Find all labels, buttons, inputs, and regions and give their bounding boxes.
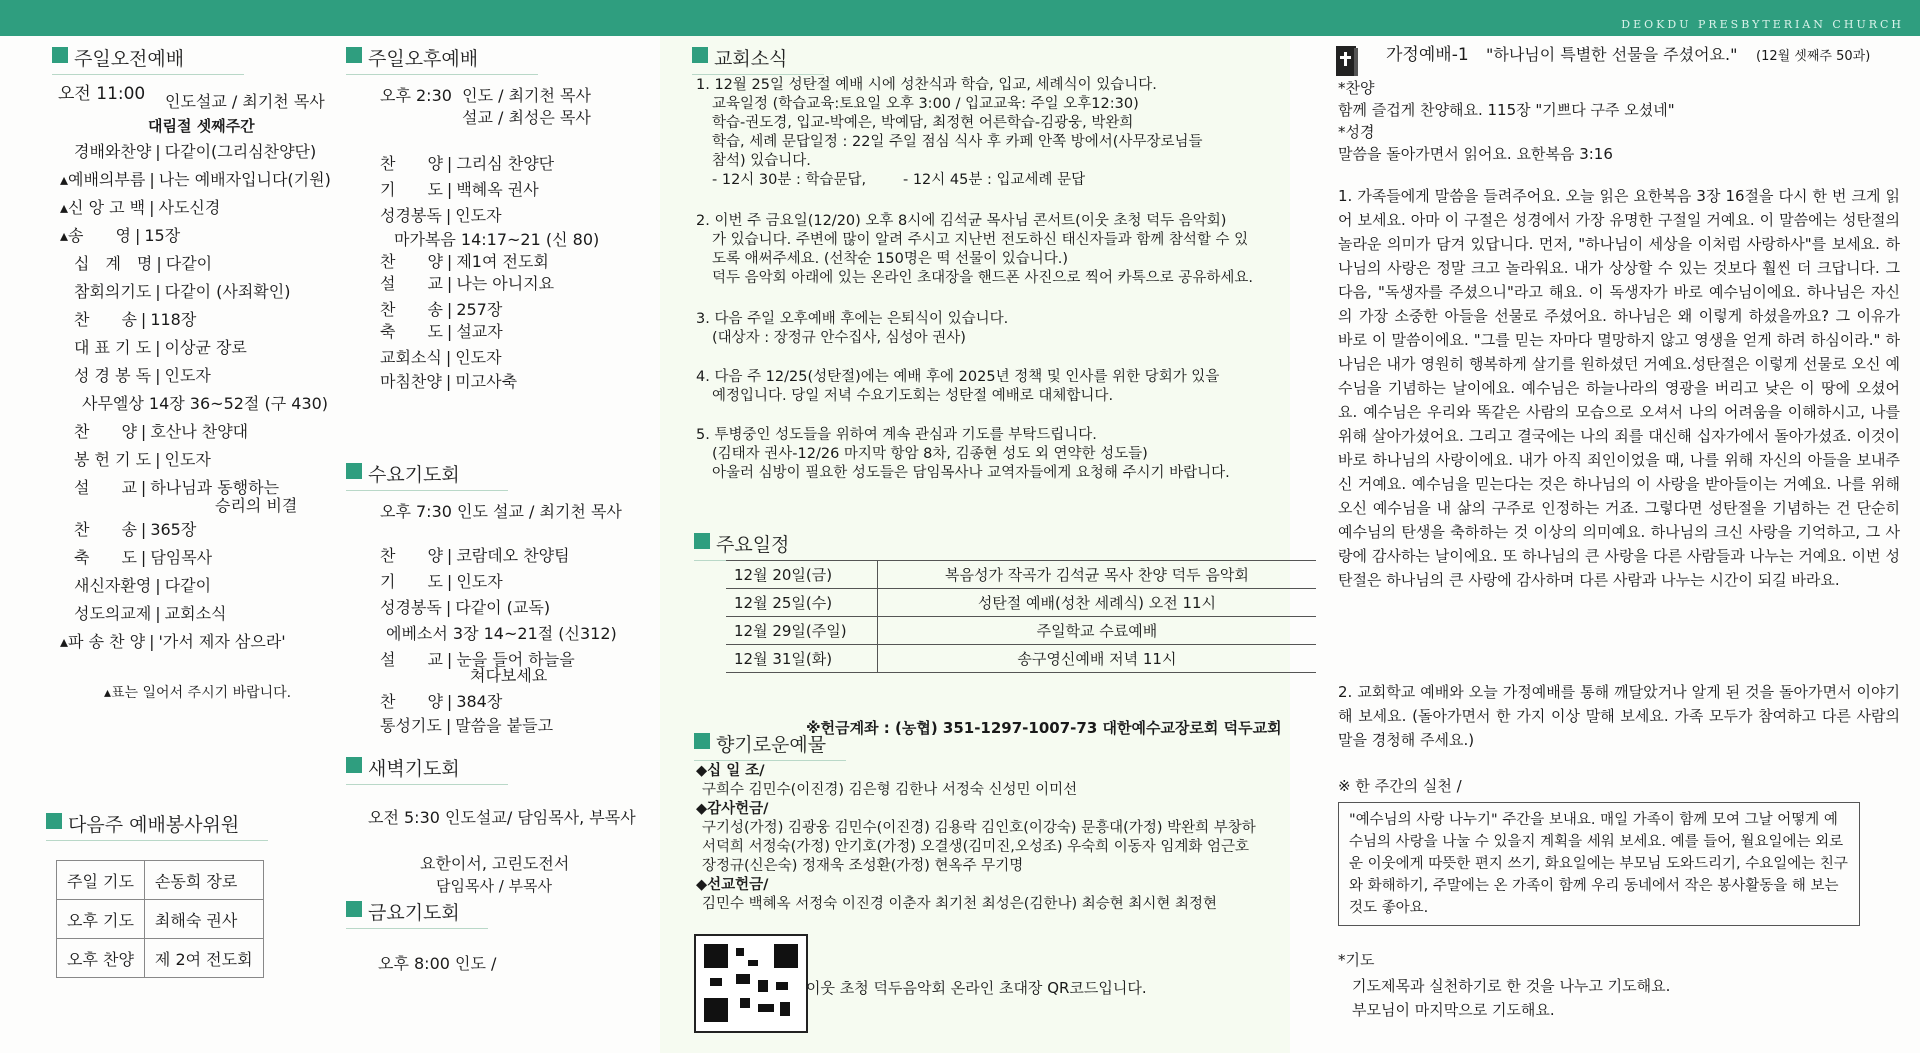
- family-paragraph-2: 2. 교회학교 예배와 오늘 가정예배를 통해 깨달았거나 알게 된 것을 돌아가면서 이야기해 보세요. (돌아가면서 한 가지 이상 말해 보세요. 가족 모두가 참여하고 다른 사람의 말을 경청해 주세요.): [1338, 683, 1900, 749]
- scripture-reading: 에베소서 3장 14~21절 (신312): [386, 624, 617, 643]
- order-row: 성도의교제 | 교회소식: [74, 604, 227, 623]
- morning-leader: 인도설교 / 최기천 목사: [165, 92, 325, 111]
- praise-label: *찬양: [1338, 79, 1375, 97]
- section-title-text: 주요일정: [716, 534, 790, 556]
- order-row: 찬 양 | 호산나 찬양대: [74, 422, 249, 441]
- section-title-wednesday: [346, 460, 508, 491]
- order-row: 통성기도 | 말씀을 붙들고: [380, 716, 554, 735]
- table-row: 12월 25일(수) 성탄절 예배(성찬 세례식) 오전 11시: [726, 589, 1316, 617]
- order-row: 기 도 | 백혜옥 권사: [380, 180, 539, 199]
- section-title-offering: [694, 730, 846, 761]
- role-cell: 오후 기도: [57, 900, 145, 939]
- section-marker-icon: [52, 47, 68, 63]
- qr-code-icon[interactable]: [694, 934, 808, 1033]
- section-marker-icon: [46, 813, 62, 829]
- order-row: 교회소식 | 인도자: [380, 348, 502, 367]
- section-marker-icon: [346, 757, 362, 773]
- offering-list: ◆십 일 조/ 구희수 김민수(이진경) 김은형 김한나 서정숙 신성민 이미선 ◆감사헌금/ 구기성(가정) 김광웅 김민수(이진경) 김용락 김인호(이강숙) 문흥대(가정) 박완희 부창하 서덕희 서정숙(가정) 안기호(가정) 오결생(김미진,오성조) 우숙희 이동자 임계화 엄근호 장정규(신은숙) 정재욱 조성환(가정) 현옥주 무기명 ◆선교헌금/ 김민수 백혜옥 서정숙 이진경 이춘자 최기천 최성은(김한나) 최승현 최시현 최정현: [696, 763, 1256, 912]
- section-marker-icon: [694, 733, 710, 749]
- order-row: 축 도 | 담임목사: [74, 548, 213, 567]
- order-row: 찬 양 | 코람데오 찬양팀: [380, 546, 570, 565]
- section-title-text: 향기로운예물: [716, 734, 827, 756]
- name-cell: 제 2여 전도회: [144, 939, 263, 978]
- sermon-title-line2: 승리의 비결: [215, 496, 298, 515]
- name-cell: 최해숙 권사: [144, 900, 263, 939]
- standing-note: ▴표는 일어서 주시기 바랍니다.: [104, 685, 292, 701]
- news-item-4: 4. 다음 주 12/25(성탄절)에는 예배 후에 2025년 정책 및 인사를 위한 당회가 있을 예정입니다. 당일 저녁 수요기도회는 성탄절 예배로 대체합니다.: [696, 369, 1220, 404]
- prayer-label: *기도: [1338, 951, 1375, 969]
- table-row: 12월 20일(금) 복음성가 작곡가 김석균 목사 찬양 덕두 음악회: [726, 561, 1316, 589]
- section-title-afternoon: [346, 44, 538, 75]
- top-banner: [0, 0, 1920, 36]
- table-row: 12월 31일(화) 송구영신예배 저녁 11시: [726, 645, 1316, 673]
- table-row: [57, 900, 264, 939]
- offering-account: ※헌금계좌 : (농협) 351-1297-1007-73 대한예수교장로회 덕두교회: [806, 719, 1282, 737]
- section-title-text: 수요기도회: [368, 464, 460, 486]
- order-row: 축 도 | 설교자: [380, 322, 503, 341]
- order-row: 찬 양 | 그리심 찬양단: [380, 154, 555, 173]
- afternoon-preacher: 설교 / 최성은 목사: [462, 108, 591, 127]
- family-week: (12월 셋째주 50과): [1756, 49, 1871, 64]
- church-name: DEOKDU PRESBYTERIAN CHURCH: [1621, 18, 1904, 31]
- section-marker-icon: [346, 901, 362, 917]
- section-title-friday: [346, 898, 488, 929]
- family-subtitle: "하나님이 특별한 선물을 주셨어요.": [1486, 45, 1738, 64]
- table-row: [57, 861, 264, 900]
- season-label: 대림절 셋째주간: [148, 117, 255, 135]
- order-row: 대 표 기 도 | 이상균 장로: [74, 338, 247, 357]
- section-marker-icon: [346, 47, 362, 63]
- news-item-2: 2. 이번 주 금요일(12/20) 오후 8시에 김석균 목사님 콘서트(이웃 초청 덕두 음악회) 가 있습니다. 주변에 많이 알려 주시고 지난번 전도하신 태신자들과 함께 참석할 수 있 도록 애써주세요. (선착순 150명은 떡 선물이 있습니다.) 덕두 음악회 아래에 있는 온라인 초대장을 핸드폰 사진으로 찍어 카톡으로 공유하세요.: [696, 213, 1253, 286]
- order-row: 찬 송 | 118장: [74, 310, 197, 329]
- wednesday-time: 오후 7:30 인도 설교 / 최기천 목사: [380, 502, 622, 521]
- dawn-leaders: 담임목사 / 부목사: [436, 877, 553, 895]
- scripture-reading: 마가복음 14:17~21 (신 80): [394, 230, 600, 249]
- order-row: 마침찬양 | 미고사축: [380, 372, 518, 391]
- order-row: 봉 헌 기 도 | 인도자: [74, 450, 211, 469]
- news-item-1: 1. 12월 25일 성탄절 예배 시에 성찬식과 학습, 입교, 세례식이 있습니다. 교육일정 (학습교육:토요일 오후 3:00 / 입교교육: 주일 오후12:30) 학습-권도경, 입교-박예은, 박예담, 최정현 어른학습-김광웅, 박완희 학습, 세례 문답일정 : 22일 주일 점심 식사 후 카페 안쪽 방에서(사무장로님들 참석) 있습니다. - 12시 30분 : 학습문답, - 12시 45분 : 입교세례 문답: [696, 77, 1203, 188]
- section-title-text: 주일오후예배: [368, 48, 479, 70]
- sermon-title-line2: 쳐다보세요: [470, 666, 548, 685]
- role-cell: 주일 기도: [57, 861, 145, 900]
- morning-time: 오전 11:00: [58, 84, 146, 104]
- dawn-books: 요한이서, 고린도전서: [420, 854, 570, 873]
- section-title-dawn: [346, 754, 508, 785]
- scripture-label: *성경: [1338, 123, 1375, 141]
- order-row: 참회의기도 | 다같이 (사죄확인): [74, 282, 291, 301]
- section-title-text: 다음주 예배봉사위원: [68, 814, 240, 836]
- order-row: 성경봉독 | 인도자: [380, 206, 502, 225]
- order-row: 십 계 명 | 다같이: [74, 254, 213, 273]
- scripture-text: 말씀을 돌아가면서 읽어요. 요한복음 3:16: [1338, 145, 1613, 163]
- order-row: 찬 양 | 제1여 전도회: [380, 252, 549, 271]
- dawn-time: 오전 5:30 인도설교/ 담임목사, 부목사: [368, 808, 636, 827]
- praise-text: 함께 즐겁게 찬양해요. 115장 "기쁘다 구주 오셨네": [1338, 101, 1675, 119]
- order-row: 설 교 | 하나님과 동행하는: [74, 478, 280, 497]
- section-title-text: 교회소식: [714, 48, 788, 70]
- friday-time: 오후 8:00 인도 /: [378, 954, 497, 973]
- role-cell: 오후 찬양: [57, 939, 145, 978]
- volunteer-table: [56, 860, 264, 978]
- schedule-table: [726, 560, 1316, 673]
- afternoon-time: 오후 2:30 인도 / 최기천 목사: [380, 86, 591, 105]
- section-title-next-week: [46, 810, 268, 841]
- prayer-text-1: 기도제목과 실천하기로 한 것을 나누고 기도해요.: [1352, 977, 1671, 995]
- column-news: [660, 36, 1290, 1053]
- order-row: ▴파 송 찬 양 | '가서 제자 삼으라': [60, 632, 286, 651]
- scripture-reading: 사무엘상 14장 36~52절 (구 430): [82, 394, 329, 413]
- qr-caption: 이웃 초청 덕두음악회 온라인 초대장 QR코드입니다.: [806, 979, 1147, 997]
- order-row: ▴예배의부름 | 나는 예배자입니다(기원): [60, 170, 331, 189]
- family-paragraph-1: 1. 가족들에게 말씀을 들려주어요. 오늘 읽은 요한복음 3장 16절을 다시 한 번 크게 읽어 보세요. 아마 이 구절은 성경에서 가장 유명한 구절일 거예요. 이 말씀에는 성탄절의 놀라운 의미가 담겨 있답니다. 먼저, "하나님이 세상을 이처럼 사랑하사"를 보세요. 하나님의 사랑은 정말 크고 놀라워요. 내가 상상할 수 있는 것보다 훨씬 더 크답니다. 그 다음, "독생자를 주셨으니"라고 해요. 이 독생자가 바로 예수님이에요. 하나님은 자신의 가장 소중한 아들을 선물로 주셨어요. 하나님은 왜 이렇게 하셨을까요? 그 이유가 바로 이 말씀이에요. "그를 믿는 자마다 멸망하지 않고 영생을 얻게 하려 하심이라." 하나님은 내가 영원히 행복하게 살기를 원하셨던 거예요.성탄절은 이렇게 선물로 오신 예수님을 기념하는 날이에요. 예수님은 하늘나라의 영광을 버리고 낮은 이 땅에 오셨어요. 예수님은 우리와 똑같은 사람의 모습으로 오셔서 나의 어려움을 이해하시고, 나를 위해 살아가셨어요. 그리고 결국에는 나의 죄를 대신해 십자가에서 돌아가셨죠. 이것이 바로 하나님의 사랑이에요. 내가 아직 죄인이었을 때, 나를 위해 자신의 아들을 보내주신 거예요. 예수님을 믿는다는 것은 하나님의 이 사랑을 받아들이는 거예요. 나를 위해 오신 예수님을 내 삶의 구주로 인정하는 거죠. 그렇다면 성탄절을 기념하는 건 단순히 예수님의 탄생을 축하하는 것 이상의 의미예요. 하나님의 크신 사랑을 기억하고, 그 사랑에 감사하는 날이에요. 또 하나님의 큰 사랑을 다른 사람들과 나누는 거예요. 이번 성탄절은 하나님의 큰 사랑에 감사하며 다른 사람과 나누는 시간이 되길 바라요.: [1338, 187, 1900, 589]
- bible-icon: [1332, 40, 1362, 80]
- order-row: 성경봉독 | 다같이 (교독): [380, 598, 551, 617]
- section-title-text: 금요기도회: [368, 902, 460, 924]
- table-row: [57, 939, 264, 978]
- column-other-services: [330, 36, 660, 1053]
- section-title-schedule: [694, 530, 826, 561]
- order-row: 설 교 | 눈을 들어 하늘을: [380, 650, 575, 669]
- order-row: 기 도 | 인도자: [380, 572, 503, 591]
- practice-box: "예수님의 사랑 나누기" 주간을 보내요. 매일 가족이 함께 모여 그날 어떻게 예수님의 사랑을 나눌 수 있을지 계획을 세워 보세요. 예를 들어, 월요일에는 외로운 이웃에게 따뜻한 편지 쓰기, 화요일에는 부모님 도와드리기, 수요일에는 친구와 화해하기, 주말에는 온 가족이 함께 우리 동네에서 작은 봉사활동을 해 보는 것도 좋아요.: [1338, 802, 1860, 926]
- section-title-morning: [52, 44, 244, 75]
- section-marker-icon: [692, 47, 708, 63]
- table-row: 12월 29일(주일) 주일학교 수료예배: [726, 617, 1316, 645]
- prayer-text-2: 부모님이 마지막으로 기도해요.: [1352, 1001, 1555, 1019]
- section-title-text: 새벽기도회: [368, 758, 460, 780]
- family-title: 가정예배-1: [1386, 45, 1469, 65]
- news-item-5: 5. 투병중인 성도들을 위하여 계속 관심과 기도를 부탁드립니다. (김태자 권사-12/26 마지막 항암 8차, 김종현 성도 외 연약한 성도들) 아울러 심방이 필요한 성도들은 담임목사나 교역자들에게 요청해 주시기 바랍니다.: [696, 427, 1230, 481]
- order-row: 찬 송 | 365장: [74, 520, 197, 539]
- order-row: 경배와찬양 | 다같이(그리심찬양단): [74, 142, 317, 161]
- order-row: 찬 송 | 257장: [380, 300, 503, 319]
- order-row: 새신자환영 | 다같이: [74, 576, 212, 595]
- practice-label: ※ 한 주간의 실천 /: [1338, 777, 1462, 795]
- section-title-news: [692, 44, 824, 75]
- column-morning: [0, 36, 330, 1053]
- order-row: ▴송 영 | 15장: [60, 226, 181, 245]
- name-cell: 손동희 장로: [144, 861, 263, 900]
- section-marker-icon: [346, 463, 362, 479]
- news-item-3: 3. 다음 주일 오후예배 후에는 은퇴식이 있습니다. (대상자 : 장정규 안수집사, 심성아 권사): [696, 311, 1009, 346]
- section-title-text: 주일오전예배: [74, 48, 185, 70]
- order-row: 찬 양 | 384장: [380, 692, 503, 711]
- column-family-worship: [1290, 36, 1920, 1053]
- order-row: ▴신 앙 고 백 | 사도신경: [60, 198, 221, 217]
- order-row: 성 경 봉 독 | 인도자: [74, 366, 211, 385]
- section-marker-icon: [694, 533, 710, 549]
- order-row: 설 교 | 나는 아니지요: [380, 274, 555, 293]
